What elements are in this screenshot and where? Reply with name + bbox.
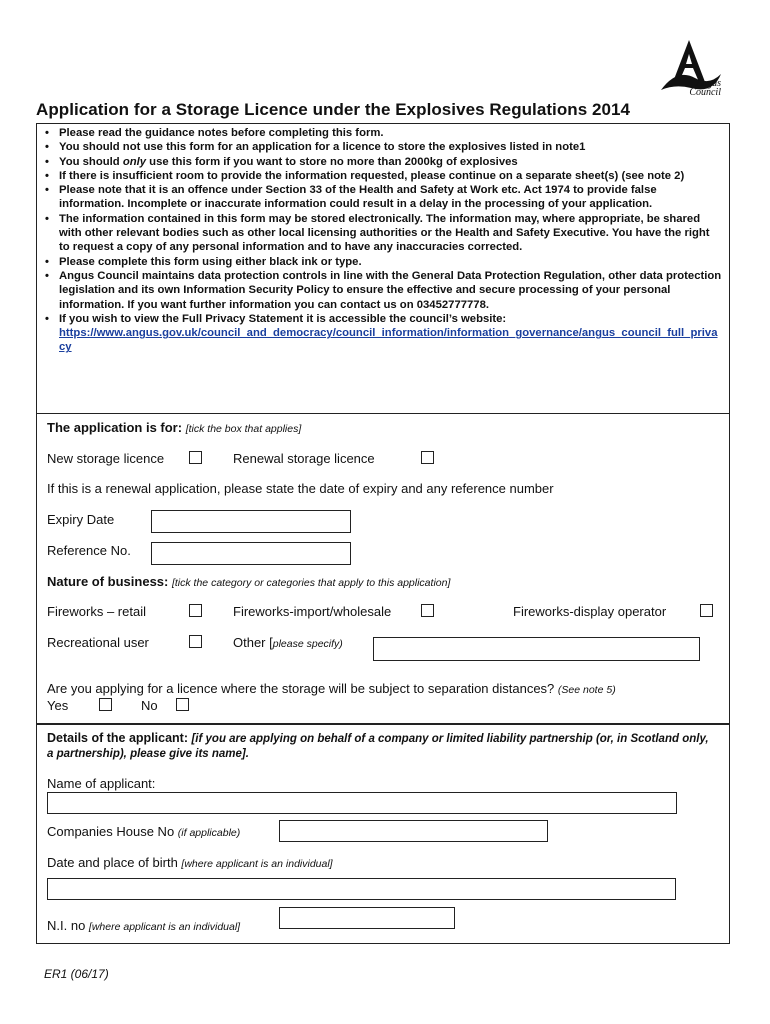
applicant-name-field[interactable] bbox=[47, 792, 677, 814]
guidance-item: • If there is insufficient room to provide the information requested, please continue on a separate sheet(s) (see note 2) bbox=[59, 169, 723, 183]
expiry-date-label: Expiry Date bbox=[47, 512, 115, 527]
ni-number-field[interactable] bbox=[279, 907, 455, 929]
fireworks-import-label: Fireworks-import/wholesale bbox=[233, 604, 392, 619]
applicant-name-label: Name of applicant: bbox=[47, 776, 156, 791]
fireworks-display-checkbox[interactable] bbox=[700, 604, 713, 617]
new-licence-checkbox[interactable] bbox=[189, 451, 202, 464]
fireworks-import-checkbox[interactable] bbox=[421, 604, 434, 617]
dob-place-field[interactable] bbox=[47, 878, 676, 900]
other-business-field[interactable] bbox=[373, 637, 700, 661]
separation-question: Are you applying for a licence where the storage will be subject to separation distances? (See note 5) bbox=[47, 681, 616, 696]
guidance-item: • Please complete this form using either black ink or type. bbox=[59, 255, 723, 269]
logo-text: Angus Council bbox=[689, 78, 721, 98]
renewal-licence-label: Renewal storage licence bbox=[233, 451, 375, 466]
guidance-item: • If you wish to view the Full Privacy Statement it is accessible the council’s website: bbox=[59, 312, 723, 326]
other-business-label: Other [please specify) bbox=[233, 635, 343, 650]
guidance-notes-box bbox=[36, 123, 730, 414]
fireworks-display-label: Fireworks-display operator bbox=[513, 604, 667, 619]
ni-number-label: N.I. no [where applicant is an individual] bbox=[47, 918, 241, 933]
form-reference-footer: ER1 (06/17) bbox=[44, 967, 109, 981]
guidance-item: • Please note that it is an offence under Section 33 of the Health and Safety at Work etc. Act 1974 to provide false information. Incomplete or inaccurate information could result in a delay in the processing of your application. bbox=[59, 183, 723, 212]
separation-no-label: No bbox=[141, 698, 158, 713]
companies-house-label: Companies House No (if applicable) bbox=[47, 824, 241, 839]
business-heading: Nature of business: [tick the category or categories that apply to this application] bbox=[47, 574, 451, 589]
separation-yes-checkbox[interactable] bbox=[99, 698, 112, 711]
renewal-instructions: If this is a renewal application, please state the date of expiry and any reference number bbox=[47, 481, 554, 496]
separation-no-checkbox[interactable] bbox=[176, 698, 189, 711]
applicant-heading: Details of the applicant: [if you are applying on behalf of a company or limited liability partnership (or, in Scotland only, a partnership), please give its name]. bbox=[47, 731, 709, 760]
application-heading: The application is for: [tick the box that applies] bbox=[47, 420, 302, 435]
new-licence-label: New storage licence bbox=[47, 451, 165, 466]
renewal-licence-checkbox[interactable] bbox=[421, 451, 434, 464]
privacy-statement-link[interactable]: https://www.angus.gov.uk/council_and_democracy/council_information/information_governance/angus_council_full_privacy bbox=[59, 327, 718, 354]
dob-place-label: Date and place of birth [where applicant is an individual] bbox=[47, 855, 333, 870]
application-section bbox=[36, 414, 730, 724]
guidance-item: • Please read the guidance notes before completing this form. bbox=[59, 126, 723, 140]
angus-council-logo bbox=[655, 38, 727, 100]
guidance-item: • You should only use this form if you want to store no more than 2000kg of explosives bbox=[59, 155, 723, 169]
fireworks-retail-checkbox[interactable] bbox=[189, 604, 202, 617]
fireworks-retail-label: Fireworks – retail bbox=[47, 604, 146, 619]
guidance-item: • You should not use this form for an application for a licence to store the explosives listed in note1 bbox=[59, 140, 723, 154]
reference-no-label: Reference No. bbox=[47, 543, 131, 558]
applicant-section bbox=[36, 724, 730, 944]
reference-no-field[interactable] bbox=[151, 542, 351, 565]
recreational-user-label: Recreational user bbox=[47, 635, 149, 650]
page-title: Application for a Storage Licence under the Explosives Regulations 2014 bbox=[36, 100, 630, 119]
recreational-user-checkbox[interactable] bbox=[189, 635, 202, 648]
privacy-link-item bbox=[59, 326, 723, 355]
expiry-date-field[interactable] bbox=[151, 510, 351, 533]
companies-house-field[interactable] bbox=[279, 820, 548, 842]
guidance-item: • The information contained in this form may be stored electronically. The information may, where appropriate, be shared with other relevant bodies such as other local licensing authorities or the Health and Safety Executive. You have the right to request a copy of any personal information and to have any inaccuracies corrected. bbox=[59, 212, 723, 255]
guidance-item: • Angus Council maintains data protection controls in line with the General Data Protection Regulation, other data protection legislation and its own Information Security Policy to ensure the effective and secure processing of your personal information. If you want further information you can contact us on 03452777778. bbox=[59, 269, 723, 312]
separation-yes-label: Yes bbox=[47, 698, 69, 713]
